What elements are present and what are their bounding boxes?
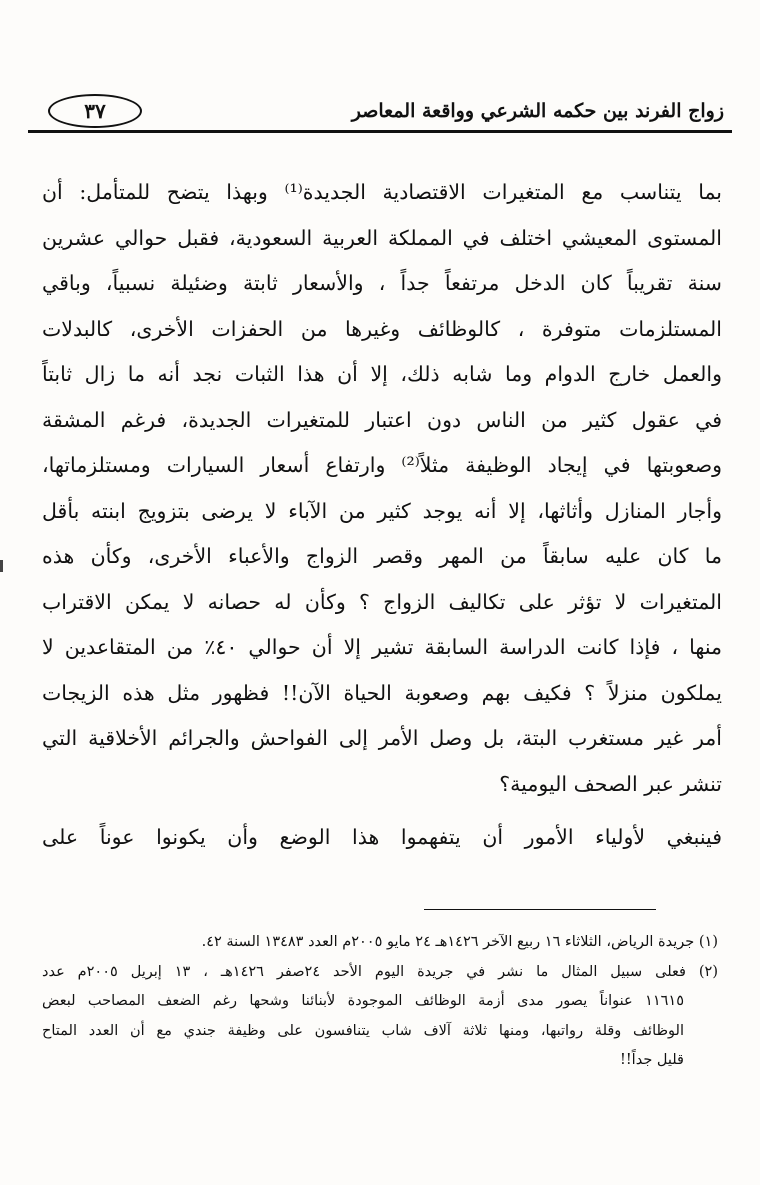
body-line: منها ، فإذا كانت الدراسة السابقة تشير إلا أن حوالي ٤٠٪ من المتقاعدين لا [42,635,722,659]
footnotes [42,928,718,1076]
header-rule [28,130,732,133]
body-line: المستوى المعيشي اختلف في المملكة العربية السعودية، فقبل حوالي عشرين [42,225,722,250]
running-header [28,92,732,134]
body-line: والعمل خارج الدوام وما شابه ذلك، إلا أن هذا الثبات نجد أنه ما زال ثابتاً [42,362,722,386]
body-line: أمر غير مستغرب البتة، بل وصل الأمر إلى الفواحش والجرائم الأخلاقية التي [42,726,722,750]
page-number: ٣٧ [48,94,142,128]
body-line: في عقول كثير من الناس دون اعتبار للمتغيرات الجديدة، فرغم المشقة [42,407,722,432]
body-line: المستلزمات متوفرة ، كالوظائف وغيرها من الحفزات الأخرى، كالبدلات [42,316,722,341]
footnote-separator [424,909,656,910]
body-line: فينبغي لأولياء الأمور أن يتفهموا هذا الوضع وأن يكونوا عوناً على [42,825,722,849]
body-text [42,170,722,861]
body-line: سنة تقريباً كان الدخل مرتفعاً جداً ، والأسعار ثابتة وضئيلة نسبياً، وباقي [42,271,722,295]
footnote-line: الوظائف وقلة رواتبها، ومنها ثلاثة آلاف شاب يتنافسون على وظيفة جندي مع أن العدد المتاح [42,1022,684,1039]
body-line: يملكون منزلاً ؟ فكيف بهم وصعوبة الحياة الآن!! فظهور مثل هذه الزيجات [42,680,722,705]
body-line: بما يتناسب مع المتغيرات الاقتصادية الجديدة⁽¹⁾ وبهذا يتضح للمتأمل: أن [42,180,722,204]
body-line: ما كان عليه سابقاً من المهر وقصر الزواج والأعباء الأخرى، وكأن هذه [42,544,722,568]
body-line: تنشر عبر الصحف اليومية؟ [499,771,722,796]
running-title: زواج الفرند بين حكمه الشرعي وواقعة المعاصر [351,100,724,122]
footnote-line: ١١٦١٥ عنواناً يصور مدى أزمة الوظائف الموجودة لأبنائنا وشحها رغم الضعف المصاحب لبعض [42,993,684,1009]
body-line: المتغيرات لا تؤثر على تكاليف الزواج ؟ وكأن له حصانه لا يمكن الاقتراب [42,589,722,614]
body-line: وأجار المنازل وأثاثها، إلا أنه يوجد كثير من الآباء لا يرضى بتزويج ابنته بأقل [42,498,722,523]
body-line: وصعوبتها في إيجاد الوظيفة مثلاً⁽²⁾ وارتفاع أسعار السيارات ومستلزماتها، [42,453,722,477]
footnote-line: (١) جريدة الرياض، الثلاثاء ١٦ ربيع الآخر ١٤٢٦هـ ٢٤ مايو ٢٠٠٥م العدد ١٣٤٨٣ السنة ٤٢. [201,934,718,950]
footnote-line: قليل جداً!! [620,1052,684,1068]
footnote-line: (٢) فعلى سبيل المثال ما نشر في جريدة اليوم الأحد ٢٤صفر ١٤٢٦هـ ، ١٣ إبريل ٢٠٠٥م عدد [42,963,718,980]
scan-mark [0,560,3,572]
